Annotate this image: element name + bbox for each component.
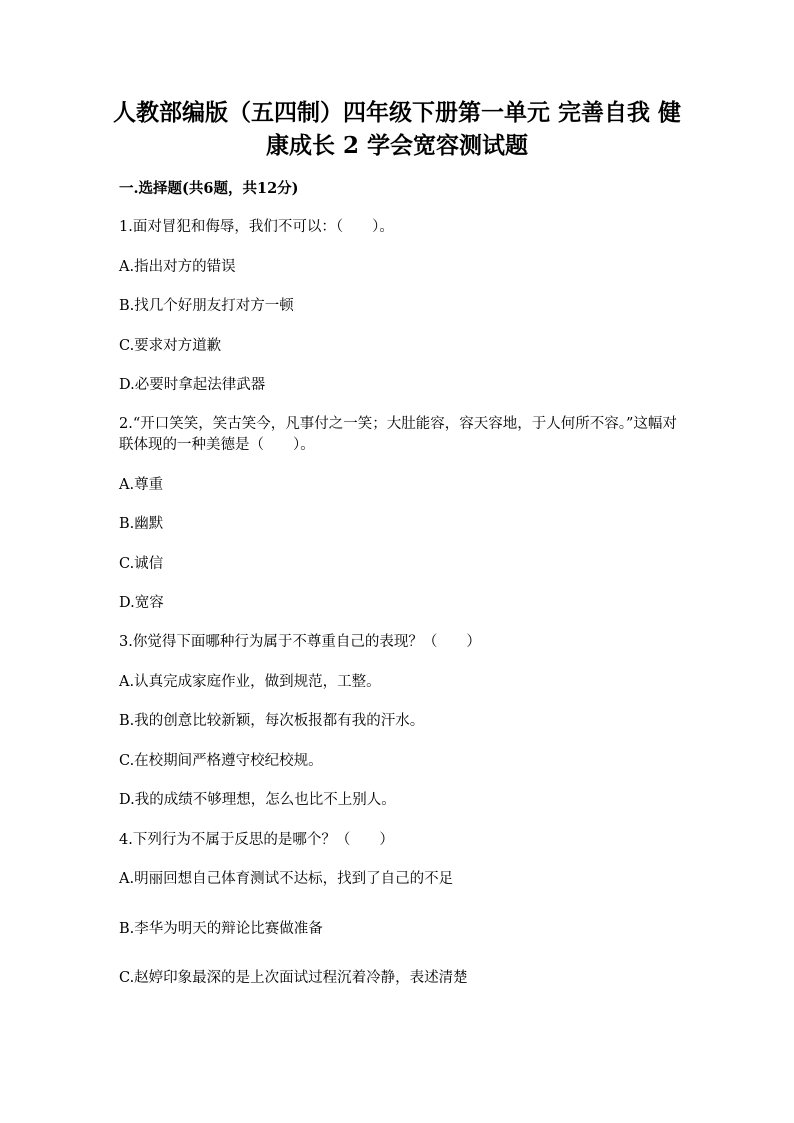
question-2-option-d: D.宽容	[119, 595, 164, 611]
question-4-option-a: A.明丽回想自己体育测试不达标，找到了自己的不足	[119, 871, 454, 887]
question-2-option-c: C.诚信	[119, 556, 164, 572]
question-3-option-a: A.认真完成家庭作业，做到规范，工整。	[119, 674, 381, 690]
question-4-option-c: C.赵婷印象最深的是上次面试过程沉着冷静，表述清楚	[119, 970, 468, 986]
question-1-stem: 1.面对冒犯和侮辱，我们不可以：（ ）。	[119, 219, 394, 235]
document-title: 人教部编版（五四制）四年级下册第一单元 完善自我 健康成长 2 学会宽容测试题	[112, 99, 681, 159]
question-1-option-c: C.要求对方道歉	[119, 338, 222, 354]
question-1-option-d: D.必要时拿起法律武器	[119, 377, 266, 393]
question-2-option-b: B.幽默	[119, 516, 164, 532]
question-4-option-b: B.李华为明天的辩论比赛做准备	[119, 921, 323, 937]
question-1-option-b: B.找几个好朋友打对方一顿	[119, 298, 294, 314]
section-heading: 一.选择题(共6题，共12分)	[119, 180, 299, 197]
question-1-option-a: A.指出对方的错误	[119, 259, 236, 275]
question-3-option-d: D.我的成绩不够理想，怎么也比不上别人。	[119, 792, 396, 808]
question-3-option-b: B.我的创意比较新颖，每次板报都有我的汗水。	[119, 713, 425, 729]
question-2-stem: 2.“开口笑笑，笑古笑今，凡事付之一笑；大肚能容，容天容地，于人何所不容。”这幅对联体现的一种美德是（ ）。	[119, 416, 677, 453]
question-4-stem: 4.下列行为不属于反思的是哪个？（ ）	[119, 832, 394, 848]
question-2-option-a: A.尊重	[119, 477, 164, 493]
question-3-option-c: C.在校期间严格遵守校纪校规。	[119, 753, 323, 769]
question-3-stem: 3.你觉得下面哪种行为属于不尊重自己的表现？（ ）	[119, 634, 481, 650]
